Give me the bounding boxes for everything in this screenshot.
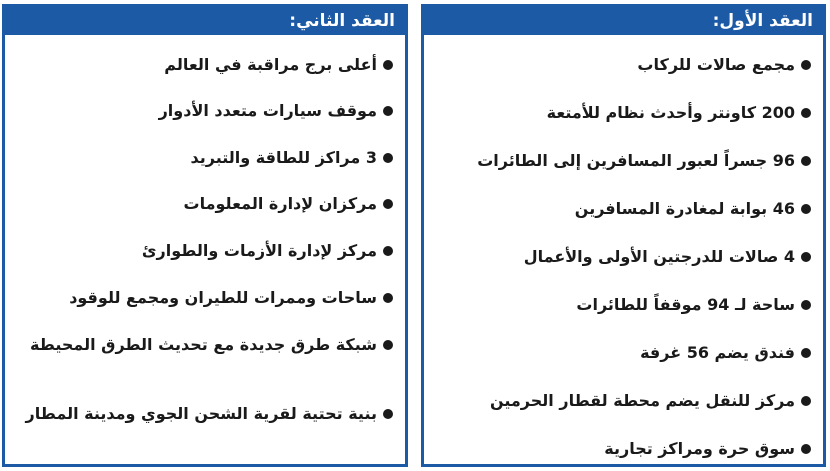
bullet-icon [383, 199, 393, 209]
bullet-icon [801, 204, 811, 214]
bullet-icon [383, 293, 393, 303]
list-item-text: أعلى برج مراقبة في العالم [164, 55, 377, 74]
bullet-icon [801, 348, 811, 358]
bullet-icon [801, 252, 811, 262]
bullet-icon [801, 60, 811, 70]
list-item [424, 342, 823, 364]
list-item-text: 200 كاونتر وأحدث نظام للأمتعة [546, 103, 795, 122]
list-item [5, 147, 405, 169]
list-item [424, 438, 823, 460]
second-contract-title: العقد الثاني: [5, 7, 405, 35]
list-item-text: مركز لإدارة الأزمات والطوارئ [141, 241, 377, 260]
list-item-text: فندق يضم 56 غرفة [640, 343, 795, 362]
list-item [5, 240, 405, 262]
list-item [5, 193, 405, 215]
list-item [424, 294, 823, 316]
bullet-icon [383, 106, 393, 116]
list-item-text: مجمع صالات للركاب [637, 55, 795, 74]
bullet-icon [383, 153, 393, 163]
list-item-text: ساحات وممرات للطيران ومجمع للوقود [69, 288, 377, 307]
list-item-text: 46 بوابة لمغادرة المسافرين [574, 199, 795, 218]
list-item-text: 4 صالات للدرجتين الأولى والأعمال [523, 247, 795, 266]
list-item [424, 390, 823, 412]
bullet-icon [801, 396, 811, 406]
list-item [5, 54, 405, 76]
bullet-icon [801, 156, 811, 166]
list-item-text: ساحة لـ 94 موقفاً للطائرات [576, 295, 795, 314]
first-contract-panel [421, 4, 826, 467]
bullet-icon [383, 409, 393, 419]
list-item-text: شبكة طرق جديدة مع تحديث الطرق المحيطة [30, 335, 377, 354]
list-item [5, 403, 405, 425]
list-item [5, 287, 405, 309]
first-contract-title: العقد الأول: [424, 7, 823, 35]
list-item-text: 96 جسراً لعبور المسافرين إلى الطائرات [477, 151, 795, 170]
list-item [424, 246, 823, 268]
list-item-text: مركز للنقل يضم محطة لقطار الحرمين [489, 391, 795, 410]
list-item-text: موقف سيارات متعدد الأدوار [158, 101, 377, 120]
list-item [424, 198, 823, 220]
bullet-icon [383, 246, 393, 256]
list-item-text: بنية تحتية لقرية الشحن الجوي ومدينة المطار [25, 404, 377, 423]
list-item-text: 3 مراكز للطاقة والتبريد [190, 148, 377, 167]
list-item-text: مركزان لإدارة المعلومات [183, 194, 377, 213]
list-item [5, 334, 405, 356]
list-item [424, 102, 823, 124]
bullet-icon [801, 300, 811, 310]
second-contract-panel [2, 4, 408, 467]
bullet-icon [801, 108, 811, 118]
list-item [424, 150, 823, 172]
bullet-icon [801, 444, 811, 454]
list-item-text: سوق حرة ومراكز تجارية [604, 439, 795, 458]
bullet-icon [383, 60, 393, 70]
bullet-icon [383, 340, 393, 350]
list-item [5, 100, 405, 122]
list-item [424, 54, 823, 76]
